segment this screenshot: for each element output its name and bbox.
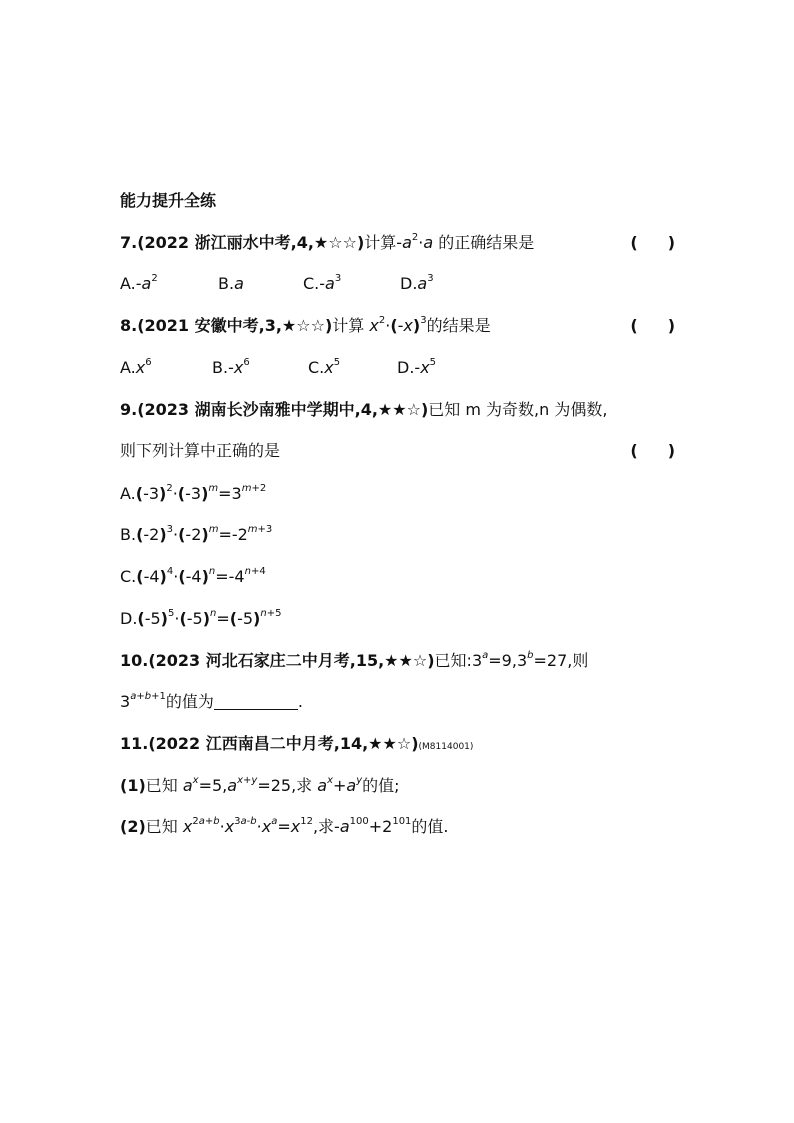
q11-part-2: (2)已知 $x^{2a+b}\cdot x^{3a-b}\cdot x^a=x^{12}$,求$-a^{100}+2^{101}$的值. xyxy=(120,815,449,836)
q8-text-before: 计算 xyxy=(332,316,370,335)
q8-source: (2021 安徽中考,3,★☆☆) xyxy=(137,316,333,335)
q7-expression: $-a^2\cdot a$ xyxy=(396,231,434,252)
q8-option-c: $C.x^5$ xyxy=(308,356,341,377)
q8-options xyxy=(120,355,675,381)
q7-text-before: 计算 xyxy=(364,233,397,252)
q11-sub1-label: (1) xyxy=(120,776,146,795)
q9-number: 9. xyxy=(120,400,138,419)
q10-expression-2: $3^{a+b+1}$ xyxy=(120,690,166,711)
question-7 xyxy=(120,230,675,256)
q10-text-line1: 已知: xyxy=(434,651,472,670)
question-10 xyxy=(120,648,675,674)
q10-expression: $3^a=9,3^b=27$ xyxy=(471,649,568,670)
q9-option-b: $B.(-2)^3\cdot(-2)^m=-2^{m+3}$ xyxy=(120,523,273,544)
q11-sub2-target: $a^{100}+2^{101}$ xyxy=(339,815,412,836)
q7-option-a: $A.-a^2$ xyxy=(120,272,158,293)
q9-option-c: $C.(-4)^4\cdot(-4)^n=-4^{n+4}$ xyxy=(120,565,266,586)
q8-option-a: $A.x^6$ xyxy=(120,356,152,377)
q10-source: (2023 河北石家庄二中月考,15,★★☆) xyxy=(148,651,435,670)
q10-number: 10. xyxy=(120,651,149,670)
q9-text-line2: 则下列计算中正确的是 xyxy=(120,441,281,460)
q8-answer-paren: () xyxy=(630,316,675,335)
q9-option-a: $A.(-3)^2\cdot(-3)^m=3^{m+2}$ xyxy=(120,482,267,503)
q7-options xyxy=(120,271,675,297)
question-8 xyxy=(120,313,675,339)
section-title: 能力提升全练 xyxy=(120,191,217,210)
q8-text-after: 的结果是 xyxy=(426,316,491,335)
q10-text-line2: 的值为 xyxy=(165,692,214,711)
q8-expression: $x^2\cdot(-x)^3$ xyxy=(369,314,427,335)
q10-answer-blank[interactable] xyxy=(214,693,298,710)
q7-text-after: 的正确结果是 xyxy=(438,233,535,252)
q10-text-tail: ,则 xyxy=(567,651,589,670)
q8-number: 8. xyxy=(120,316,138,335)
q9-answer-paren: () xyxy=(630,441,675,460)
q11-sub1-given: $a^x=5,a^{x+y}=25$ xyxy=(182,774,292,795)
q11-number: 11. xyxy=(120,734,149,753)
question-10-line2: $3^{a+b+1}$的值为 . xyxy=(120,690,303,711)
question-9-line2 xyxy=(120,438,675,464)
q7-source: (2022 浙江丽水中考,4,★☆☆) xyxy=(137,233,365,252)
q7-option-b: B.a xyxy=(218,274,244,293)
q11-sub2-given: $x^{2a+b}\cdot x^{3a-b}\cdot x^a=x^{12}$ xyxy=(182,815,313,836)
q11-sub1-target: $a^x+a^y$ xyxy=(317,774,363,795)
q7-number: 7. xyxy=(120,233,138,252)
question-9 xyxy=(120,397,675,423)
q7-option-d: $D.a^3$ xyxy=(400,272,434,293)
q11-sub2-label: (2) xyxy=(120,817,146,836)
q11-part-1: (1)已知 $a^x=5,a^{x+y}=25$,求 $a^x+a^y$的值; xyxy=(120,774,400,795)
q7-answer-paren: () xyxy=(630,233,675,252)
q9-source: (2023 湖南长沙南雅中学期中,4,★★☆) xyxy=(137,400,429,419)
q7-option-c: $C.-a^3$ xyxy=(303,272,342,293)
q9-text-line1: 已知 m 为奇数,n 为偶数, xyxy=(428,400,608,419)
question-11 xyxy=(120,731,675,757)
q11-source: (2022 江西南昌二中月考,14,★★☆) xyxy=(148,734,419,753)
q11-code: (M8114001) xyxy=(418,742,474,752)
q8-option-b: $B.-x^6$ xyxy=(212,356,250,377)
q9-option-d: $D.(-5)^5\cdot(-5)^n=(-5)^{n+5}$ xyxy=(120,607,282,628)
q8-option-d: $D.-x^5$ xyxy=(397,356,437,377)
